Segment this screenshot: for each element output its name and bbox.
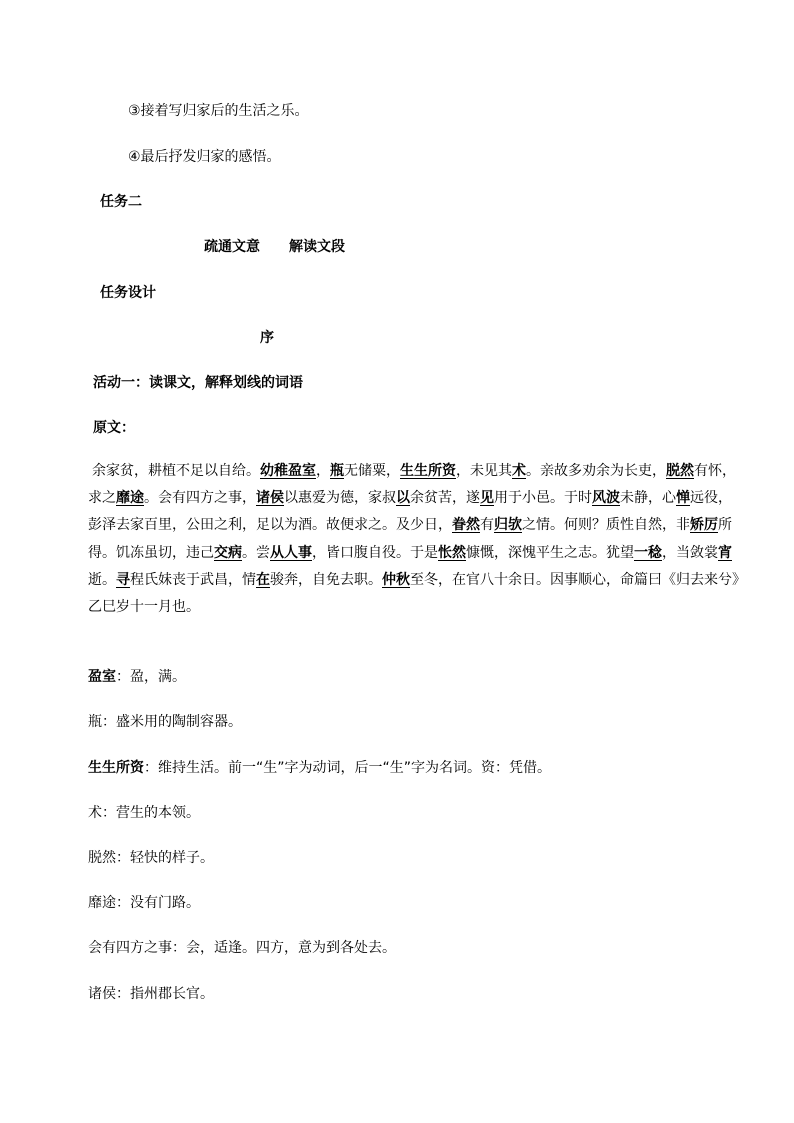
xu-heading: 序	[260, 330, 274, 346]
underlined-word: 仲秋	[382, 571, 410, 588]
passage-text: 余贫苦，遂	[410, 490, 480, 507]
gloss-item	[88, 758, 551, 778]
gloss-item	[88, 712, 242, 732]
passage-line-5	[88, 567, 746, 594]
passage-text: 所	[718, 517, 732, 534]
underlined-word: 在	[256, 571, 270, 588]
passage-text: ，皆口腹自役。于是	[312, 544, 438, 561]
passage-line-6	[88, 594, 728, 621]
underlined-word: 见	[480, 490, 494, 507]
gloss-item	[88, 984, 214, 1004]
gloss-def: ：没有门路。	[116, 895, 200, 911]
passage-text: ，未见其	[456, 463, 512, 479]
underlined-word: 交病	[214, 544, 242, 561]
underlined-word: 矫厉	[690, 517, 718, 534]
gloss-def: ：指州郡长官。	[116, 986, 214, 1002]
passage-line-4	[88, 540, 732, 567]
underlined-word: 以	[396, 490, 410, 507]
gloss-def: ：会，适逢。四方，意为到各处去。	[172, 940, 396, 956]
gloss-def: ：营生的本领。	[102, 805, 200, 821]
passage-text: 骏奔，自免去职。	[270, 571, 382, 588]
passage-text: 有	[480, 517, 494, 534]
gloss-item	[88, 848, 214, 868]
gloss-item	[88, 938, 396, 958]
gloss-item	[88, 893, 200, 913]
passage-text: 余家贫，耕植不足以自给。	[92, 463, 260, 479]
underlined-word: 风波	[592, 490, 620, 507]
underlined-word: 术	[512, 463, 526, 479]
gloss-term: 会有四方之事	[88, 940, 172, 956]
underlined-word: 瓶	[330, 463, 344, 479]
passage-text: 程氏妹丧于武昌，情	[130, 571, 256, 588]
underlined-word: 一稔	[634, 544, 662, 561]
underlined-word: 脱然	[666, 463, 694, 479]
task-design-heading: 任务设计	[100, 285, 156, 301]
underlined-word: 寻	[116, 571, 130, 588]
passage-text: 逝。	[88, 571, 116, 588]
gloss-item	[88, 667, 186, 687]
passage-text: 远役，	[690, 490, 732, 507]
task2-title-a: 疏通文意	[204, 239, 260, 255]
passage-text: 。亲故多劝余为长吏，	[526, 463, 666, 479]
underlined-word: 从人事	[270, 544, 312, 561]
gloss-term: 术	[88, 805, 102, 821]
underlined-word: 怅然	[438, 544, 466, 561]
passage-line-1	[88, 458, 736, 485]
underlined-word: 归欤	[494, 517, 522, 534]
passage-text: 得。饥冻虽切，违己	[88, 544, 214, 561]
gloss-def: ：轻快的样子。	[116, 850, 214, 866]
underlined-word: 生生所资	[400, 463, 456, 479]
gloss-term: 诸侯	[88, 986, 116, 1002]
passage-text: 无储粟，	[344, 463, 400, 479]
passage-text: ，	[316, 463, 330, 479]
gloss-term: 脱然	[88, 850, 116, 866]
passage-line-2	[88, 485, 732, 512]
underlined-word: 眷然	[452, 517, 480, 534]
gloss-def: ：维持生活。前一“生”字为动词，后一“生”字为名词。资：凭借。	[144, 760, 552, 776]
yuanwen-label: 原文：	[93, 420, 135, 436]
passage-text: 有怀，	[694, 463, 736, 479]
passage-text: 。尝	[242, 544, 270, 561]
task2-title-b: 解读文段	[289, 239, 345, 255]
underlined-word: 靡途	[116, 490, 144, 507]
underlined-word: 诸侯	[256, 490, 284, 507]
step-3: ③接着写归家后的生活之乐。	[128, 103, 309, 119]
underlined-word: 幼稚盈室	[260, 463, 316, 479]
underlined-word: 宵	[718, 544, 732, 561]
passage-text: 至冬，在官八十余日。因事顺心，命篇曰《归去来兮》	[410, 571, 746, 588]
passage-text: 彭泽去家百里，公田之利，足以为酒。故便求之。及少日，	[88, 517, 452, 534]
original-passage	[88, 458, 746, 621]
activity1-heading: 活动一：读课文，解释划线的词语	[93, 375, 303, 391]
passage-line-3	[88, 512, 732, 539]
passage-text: 未静，心	[620, 490, 676, 507]
gloss-term: 生生所资	[88, 760, 144, 776]
passage-text: 乙巳岁十一月也。	[88, 598, 200, 615]
task2-heading: 任务二	[100, 194, 142, 210]
gloss-item	[88, 803, 200, 823]
gloss-term: 瓶	[88, 714, 102, 730]
gloss-term: 靡途	[88, 895, 116, 911]
passage-text: 之情。何则？质性自然，非	[522, 517, 690, 534]
passage-text: 求之	[88, 490, 116, 507]
gloss-term: 盈室	[88, 669, 116, 685]
underlined-word: 惮	[676, 490, 690, 507]
passage-text: 以惠爱为德，家叔	[284, 490, 396, 507]
passage-text: 。会有四方之事，	[144, 490, 256, 507]
passage-text: 慷慨，深愧平生之志。犹望	[466, 544, 634, 561]
gloss-def: ：盛米用的陶制容器。	[102, 714, 242, 730]
passage-text: 用于小邑。于时	[494, 490, 592, 507]
gloss-def: ：盈，满。	[116, 669, 186, 685]
step-4: ④最后抒发归家的感悟。	[128, 149, 281, 165]
passage-text: ，当敛裳	[662, 544, 718, 561]
